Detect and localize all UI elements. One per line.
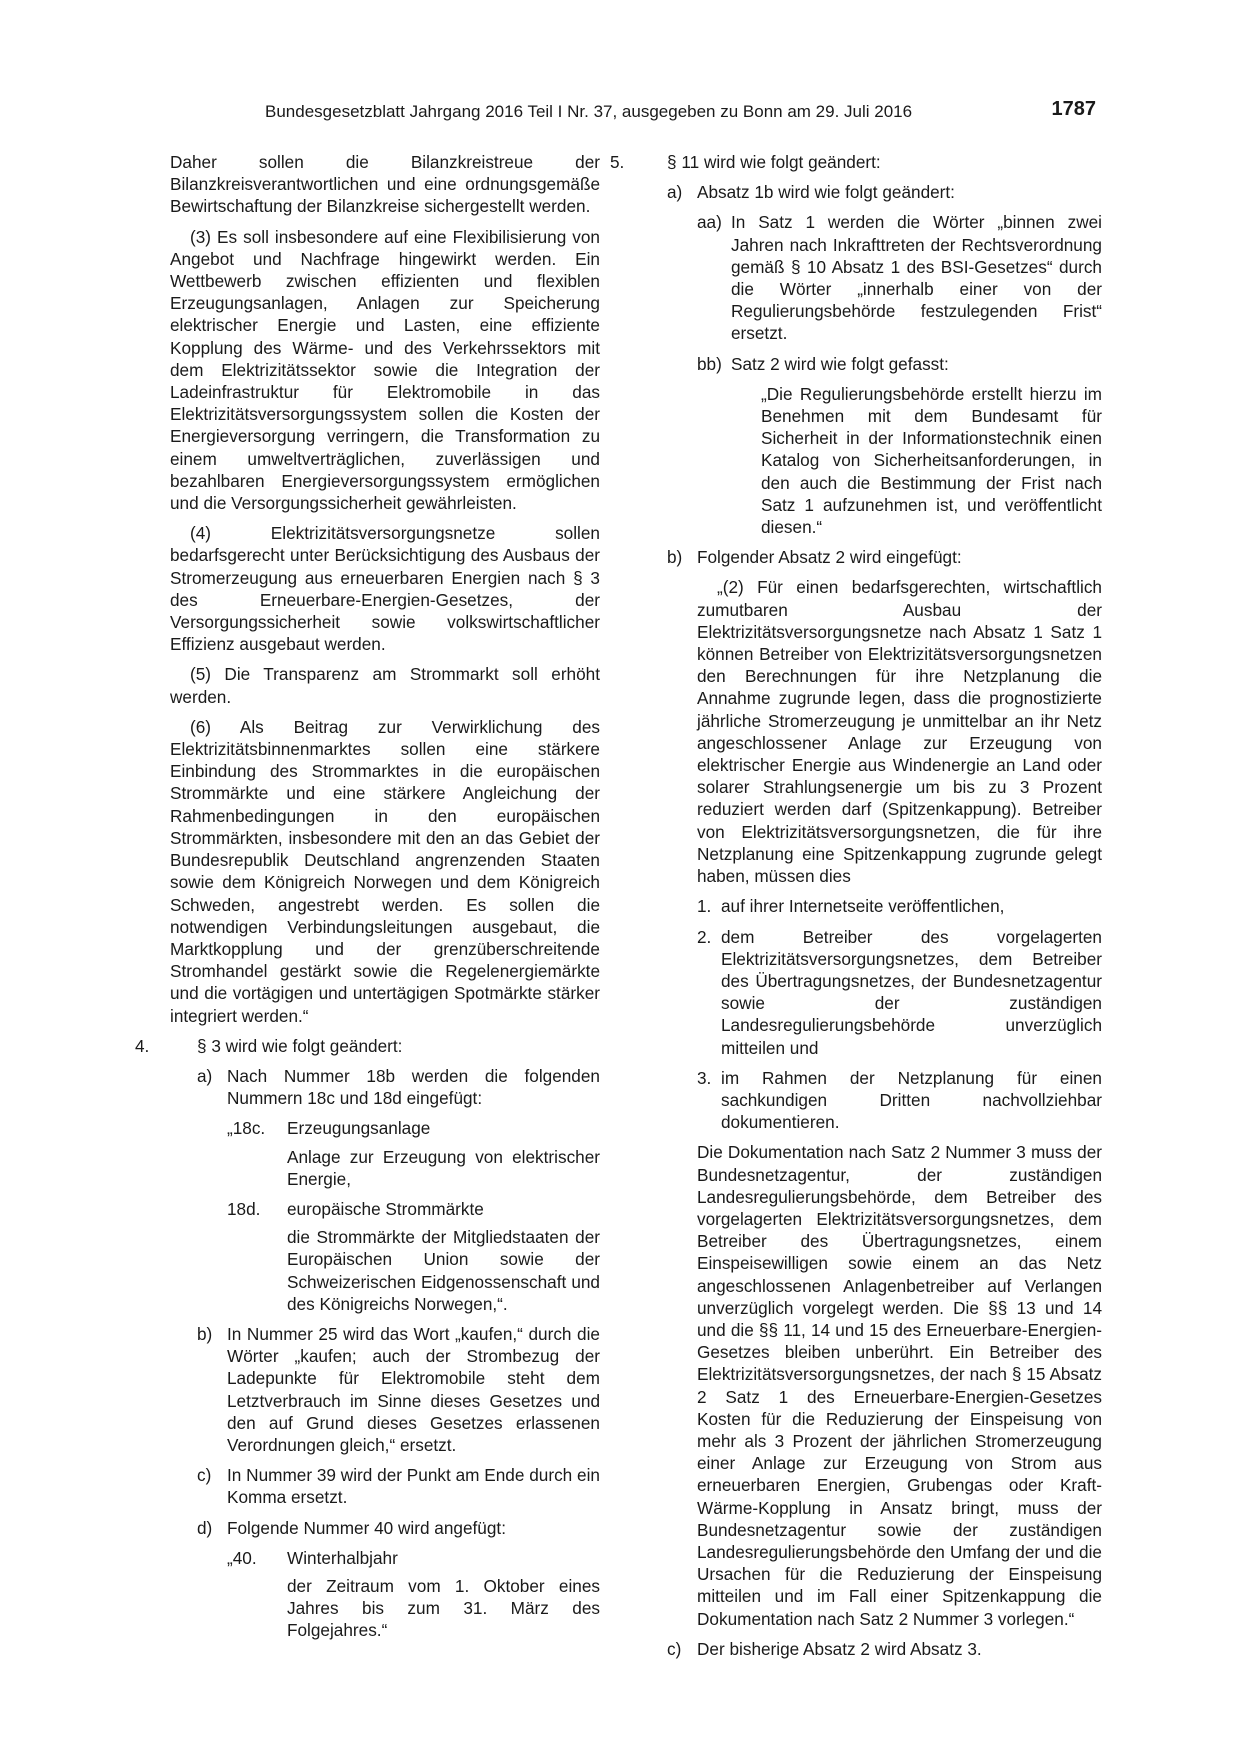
subitem-text: In Nummer 25 wird das Wort „kaufen,“ durch die Wörter „kaufen; auch der Strombezug der Ladepunkte für Elektromobile steht dem Letztverbrauch im Sinne dieses Gesetzes und den auf Grund dieses Gesetzes erlassenen Verordnungen gleich,“ ersetzt. (227, 1323, 600, 1455)
subitem-5b (667, 546, 1102, 568)
definition-term: Erzeugungsanlage (287, 1118, 431, 1139)
left-column (135, 151, 600, 1650)
subitem-5a-children (667, 211, 1102, 538)
subitem-label: a) (197, 1065, 213, 1086)
definition-18c (227, 1117, 600, 1139)
numbered-point-1 (697, 895, 1102, 917)
numbered-point-3 (697, 1067, 1102, 1134)
subitem-text: Nach Nummer 18b werden die folgenden Nummern 18c und 18d eingefügt: (227, 1065, 600, 1109)
definition-body: die Strommärkte der Mitgliedstaaten der Europäischen Union sowie der Schweizerischen Eidgenossenschaft und des Königreichs Norwegen,“. (287, 1227, 600, 1314)
subitem-label: c) (667, 1638, 682, 1659)
quoted-text-satz-2: „Die Regulierungsbehörde erstellt hierzu im Benehmen mit dem Bundesamt für Sicherheit in der Informationstechnik einen Katalog von Sicherheitsanforderungen, in den auch die Bestimmung der Frist nach Satz 1 aufzunehmen ist, und veröffentlicht diesen.“ (761, 383, 1102, 538)
definition-number: „40. (227, 1547, 257, 1568)
point-number: 2. (697, 926, 712, 947)
amendment-item-5 (610, 151, 1102, 173)
page-header (265, 98, 1108, 124)
paragraph-6: (6) Als Beitrag zur Verwirklichung des Elektrizitätsbinnenmarktes sollen eine stärkere Einbindung des Strommarktes in die europäischen Strommärkte und eine stärkere Angleichung der Rahmenbedingungen in den europäischen Strommärkten, insbesondere mit den an das Gebiet der Bundesrepublik Deutschland angrenzenden Staaten sowie dem Königreich Norwegen und dem Königreich Schweden, angestrebt werden. Es sollen die notwendigen Verbindungsleitungen ausgebaut, die Marktkopplung und der grenzüberschreitende Stromhandel gestärkt sowie die Regelenergiemärkte und die vortägigen und untertägigen Spotmärkte stärker integriert werden.“ (170, 716, 600, 1026)
subitem-5b-body (667, 576, 1102, 1629)
subitem-label: b) (667, 547, 683, 568)
definition-number: 18d. (227, 1198, 261, 1219)
subitem-5c (667, 1638, 1102, 1660)
subitem-5a-aa (697, 211, 1102, 344)
page-number: 1787 (1051, 98, 1096, 120)
subitem-label: b) (197, 1323, 213, 1344)
subitem-text: In Nummer 39 wird der Punkt am Ende durch ein Komma ersetzt. (227, 1465, 600, 1508)
subitem-text: Der bisherige Absatz 2 wird Absatz 3. (697, 1638, 982, 1659)
subitem-label: bb) (697, 353, 722, 374)
item-text: § 3 wird wie folgt geändert: (197, 1035, 403, 1056)
gazette-title: Bundesgesetzblatt Jahrgang 2016 Teil I Nr. 37, ausgegeben zu Bonn am 29. Juli 2016 (265, 102, 913, 121)
subitem-4d (197, 1517, 600, 1539)
paragraph-3: (3) Es soll insbesondere auf eine Flexibilisierung von Angebot und Nachfrage hingewirkt werden. Ein Wettbewerb zwischen effizienten und flexiblen Erzeugungsanlagen, Anlagen zur Speicherung elektrischer Energie und Lasten, eine effiziente Kopplung des Wärme- und des Verkehrssektors mit dem Elektrizitätssektor sowie die Integration der Ladeinfrastruktur für Elektromobile in das Elektrizitätsversorgungssystem sollen die Kosten der Energieversorgung verringern, die Transformation zu einem umweltverträglichen, zuverlässigen und bezahlbaren Energieversorgungssystem ermöglichen und die Versorgungssicherheit gewährleisten. (170, 226, 600, 514)
amendment-item-4 (135, 1035, 600, 1057)
subitem-text: In Satz 1 werden die Wörter „binnen zwei Jahren nach Inkrafttreten der Rechtsverordnung gemäß § 10 Absatz 1 des BSI-Gesetzes“ durch die Wörter „innerhalb einer von der Regulierungsbehörde festzulegenden Frist“ ersetzt. (731, 212, 1102, 344)
numbered-point-2 (697, 926, 1102, 1059)
point-number: 3. (697, 1067, 712, 1088)
item-number: 4. (135, 1035, 150, 1056)
subitem-label: a) (667, 182, 683, 203)
closing-paragraph: Die Dokumentation nach Satz 2 Nummer 3 muss der Bundesnetzagentur, der zuständigen Landesregulierungsbehörde, dem Betreiber des vorgelagerten Elektrizitätsversorgungsnetzes, dem Betreiber des Übertragungsnetzes, einem Einspeisewilligen sowie einem an das Netz angeschlossenen Anlagenbetreiber auf Verlangen unverzüglich vorgelegt werden. Die §§ 13 und 14 und die §§ 11, 14 und 15 des Erneuerbare-Energien-Gesetzes bleiben unberührt. Ein Betreiber des Elektrizitätsversorgungsnetzes, der nach § 15 Absatz 2 Satz 1 des Erneuerbare-Energien-Gesetzes Kosten für die Reduzierung der Einspeisung von mehr als 3 Prozent der jährlichen Stromerzeugung einer Anlage zur Erzeugung von Strom aus erneuerbaren Energien, Grubengas oder Kraft-Wärme-Kopplung in Ansatz bringt, muss der Bundesnetzagentur sowie der zuständigen Landesregulierungsbehörde den Umfang der und die Ursachen für die Reduzierung der Einspeisung mitteilen und im Fall einer Spitzenkappung die Dokumentation nach Satz 2 Nummer 3 vorlegen.“ (697, 1142, 1102, 1629)
right-column (610, 151, 1102, 1668)
subitem-label: aa) (697, 212, 722, 233)
paragraph-4: (4) Elektrizitätsversorgungsnetze sollen bedarfsgerecht unter Berücksichtigung des Ausbaus der Stromerzeugung aus erneuerbaren Energien nach § 3 des Erneuerbare-Energien-Gesetzes, der Versorgungssicherheit sowie volkswirtschaftlicher Effizienz ausgebaut werden. (170, 523, 600, 655)
subitem-label: d) (197, 1517, 213, 1538)
quoted-absatz-2: „(2) Für einen bedarfsgerechten, wirtschaftlich zumutbaren Ausbau der Elektrizitätsversorgungsnetze nach Absatz 1 Satz 1 können Betreiber von Elektrizitätsversorgungsnetzen den Berechnungen für ihre Netzplanung die Annahme zugrunde legen, dass die prognostizierte jährliche Stromerzeugung je unmittelbar an ihr Netz angeschlossener Anlage zur Erzeugung von elektrischer Energie aus Windenergie an Land oder solarer Strahlungsenergie um bis zu 3 Prozent reduziert werden darf (Spitzenkappung). Betreiber von Elektrizitätsversorgungsnetzen, die für ihre Netzplanung eine Spitzenkappung zugrunde gelegt haben, müssen dies (697, 577, 1102, 887)
definition-40 (227, 1547, 600, 1569)
subitem-5a (667, 181, 1102, 203)
paragraph-5: (5) Die Transparenz am Strommarkt soll erhöht werden. (170, 664, 600, 707)
subitem-label: c) (197, 1465, 212, 1486)
subitem-text: Folgender Absatz 2 wird eingefügt: (697, 547, 962, 568)
point-text: dem Betreiber des vorgelagerten Elektrizitätsversorgungsnetzes, dem Betreiber des Übertragungsnetzes, der Bundesnetzagentur sowie der zuständigen Landesregulierungsbehörde unverzüglich mitteilen und (721, 926, 1102, 1058)
definition-term: europäische Strommärkte (287, 1198, 484, 1219)
subitem-4b (197, 1323, 600, 1456)
definition-body: Anlage zur Erzeugung von elektrischer Energie, (287, 1146, 600, 1189)
definitions-4d (197, 1547, 600, 1642)
definition-number: „18c. (227, 1118, 266, 1139)
paragraph-intro: Daher sollen die Bilanzkreistreue der Bilanzkreisverantwortlichen und eine ordnungsgemäße Bewirtschaftung der Bilanzkreise sichergestellt werden. (170, 152, 600, 217)
subitem-text: Folgende Nummer 40 wird angefügt: (227, 1517, 506, 1538)
subitem-4c (197, 1464, 600, 1508)
item-5-subitems (640, 181, 1102, 1660)
subitem-text: Absatz 1b wird wie folgt geändert: (697, 182, 955, 203)
point-text: im Rahmen der Netzplanung für einen sachkundigen Dritten nachvollziehbar dokumentieren. (721, 1067, 1102, 1133)
subitem-5a-bb (697, 353, 1102, 375)
point-text: auf ihrer Internetseite veröffentlichen, (721, 896, 1005, 917)
subitem-4a (197, 1065, 600, 1109)
definition-18d (227, 1198, 600, 1220)
definition-term: Winterhalbjahr (287, 1547, 398, 1568)
point-number: 1. (697, 896, 712, 917)
definitions-4a (197, 1117, 600, 1315)
definition-body: der Zeitraum vom 1. Oktober eines Jahres bis zum 31. März des Folgejahres.“ (287, 1575, 600, 1641)
item-number: 5. (610, 152, 625, 172)
item-text: § 11 wird wie folgt geändert: (667, 152, 881, 172)
subitem-text: Satz 2 wird wie folgt gefasst: (731, 353, 949, 374)
item-4-subitems (170, 1065, 600, 1642)
